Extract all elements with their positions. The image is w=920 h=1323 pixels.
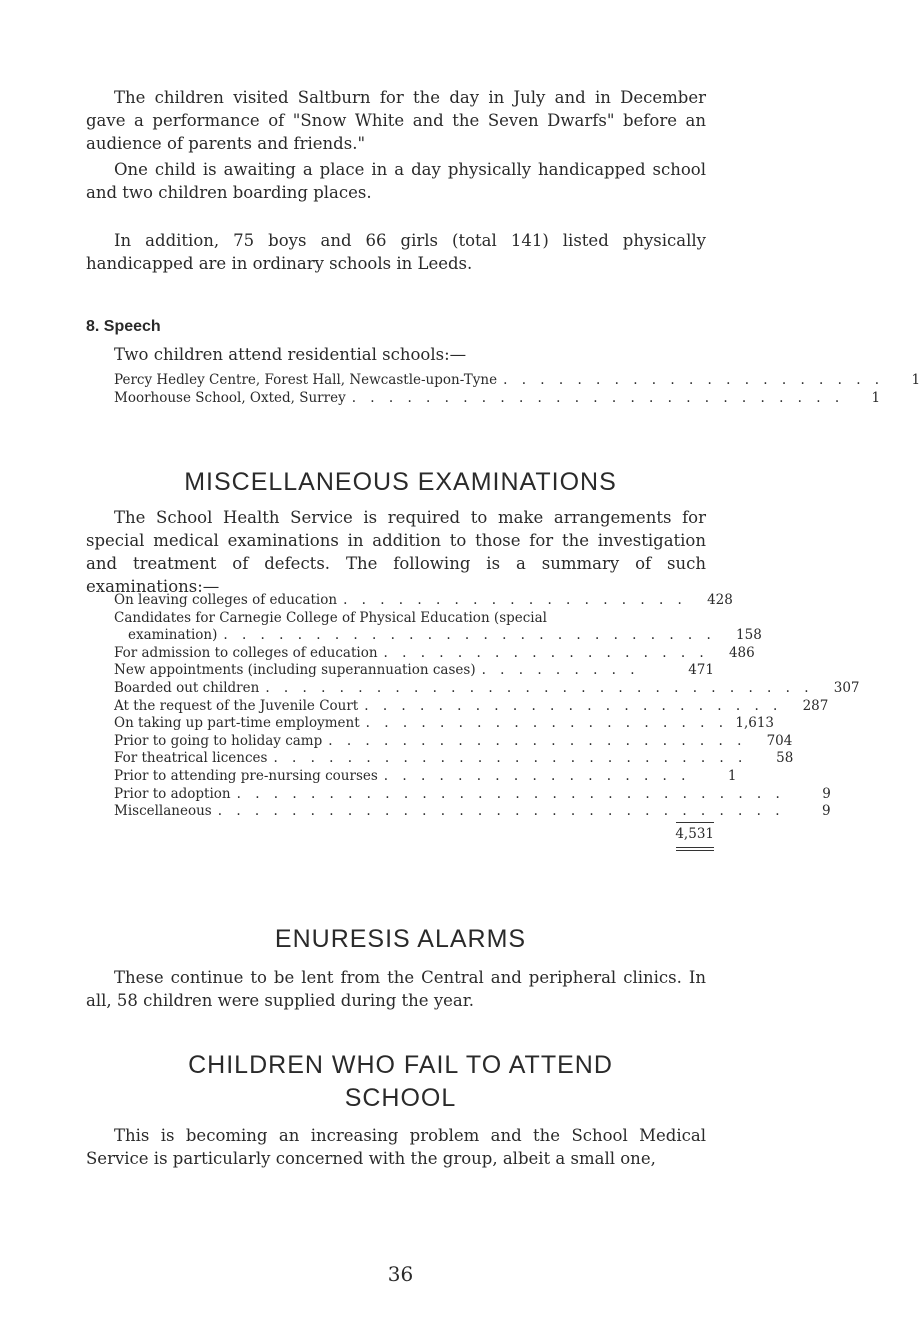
table-row: Prior to adoption . . . . . . . . . . . . . . . . . . . . . . . . . . . . . . 9 [114,785,831,802]
table-row: Miscellaneous . . . . . . . . . . . . . . . . . . . . . . . . . . . . . . . 9 [114,803,831,820]
speech-school-list [114,372,920,407]
table-row: For theatrical licences . . . . . . . . . . . . . . . . . . . . . . . . . . 58 [114,750,794,767]
total-rule-top [676,822,714,823]
attend-title-line-2: SCHOOL [344,1084,457,1112]
total-rule-double [676,850,714,851]
enuresis-title: ENURESIS ALARMS [274,925,527,953]
page-number: 36 [387,1262,414,1286]
speech-heading: 8. Speech [86,318,161,335]
table-row: Prior to going to holiday camp . . . . . . . . . . . . . . . . . . . . . . . 704 [114,732,793,749]
intro-paragraph-1: The children visited Saltburn for the day in July and in December gave a performance of "Snow White and the Seven Dwarfs" before an audience of parents and friends." [86,88,706,153]
table-row: Boarded out children . . . . . . . . . . . . . . . . . . . . . . . . . . . . . . 307 [114,679,860,696]
exam-summary-table [114,592,860,821]
misc-exams-title: MISCELLANEOUS EXAMINATIONS [184,468,617,496]
list-item: Percy Hedley Centre, Forest Hall, Newcastle-upon-Tyne . . . . . . . . . . . . . . . . . . . . . 1 [114,372,920,388]
table-row: On taking up part-time employment . . . . . . . . . . . . . . . . . . . . 1,613 [114,715,775,732]
misc-exams-intro: The School Health Service is required to make arrangements for special medical examinations in addition to those for the investigation and treatment of defects. The following is a summary of such examinations:— [86,508,706,596]
table-row: Candidates for Carnegie College of Physical Education (special [114,609,547,626]
speech-intro: Two children attend residential schools:— [114,345,467,364]
exam-total: 4,531 [675,826,714,842]
table-row: For admission to colleges of education . . . . . . . . . . . . . . . . . . 486 [114,644,755,661]
attend-paragraph: This is becoming an increasing problem and the School Medical Service is particularly concerned with the group, albeit a small one, [86,1126,706,1168]
intro-paragraph-3: In addition, 75 boys and 66 girls (total 141) listed physically handicapped are in ordinary schools in Leeds. [86,231,706,273]
intro-paragraph-2: One child is awaiting a place in a day physically handicapped school and two children boarding places. [86,160,706,202]
table-row: At the request of the Juvenile Court . . . . . . . . . . . . . . . . . . . . . . . 287 [114,697,829,714]
table-row: examination) . . . . . . . . . . . . . . . . . . . . . . . . . . . 158 [128,627,762,644]
table-row: New appointments (including superannuation cases) . . . . . . . . . 471 [114,662,714,679]
total-rule-bottom [676,847,714,848]
table-row: Prior to attending pre-nursing courses . . . . . . . . . . . . . . . . . 1 [114,767,737,784]
attend-title-line-1: CHILDREN WHO FAIL TO ATTEND [188,1051,613,1079]
enuresis-paragraph: These continue to be lent from the Central and peripheral clinics. In all, 58 children were supplied during the year. [86,968,706,1010]
table-row: On leaving colleges of education . . . . . . . . . . . . . . . . . . . 428 [114,592,733,608]
list-item: Moorhouse School, Oxted, Surrey . . . . . . . . . . . . . . . . . . . . . . . . . . . 1 [114,389,881,406]
